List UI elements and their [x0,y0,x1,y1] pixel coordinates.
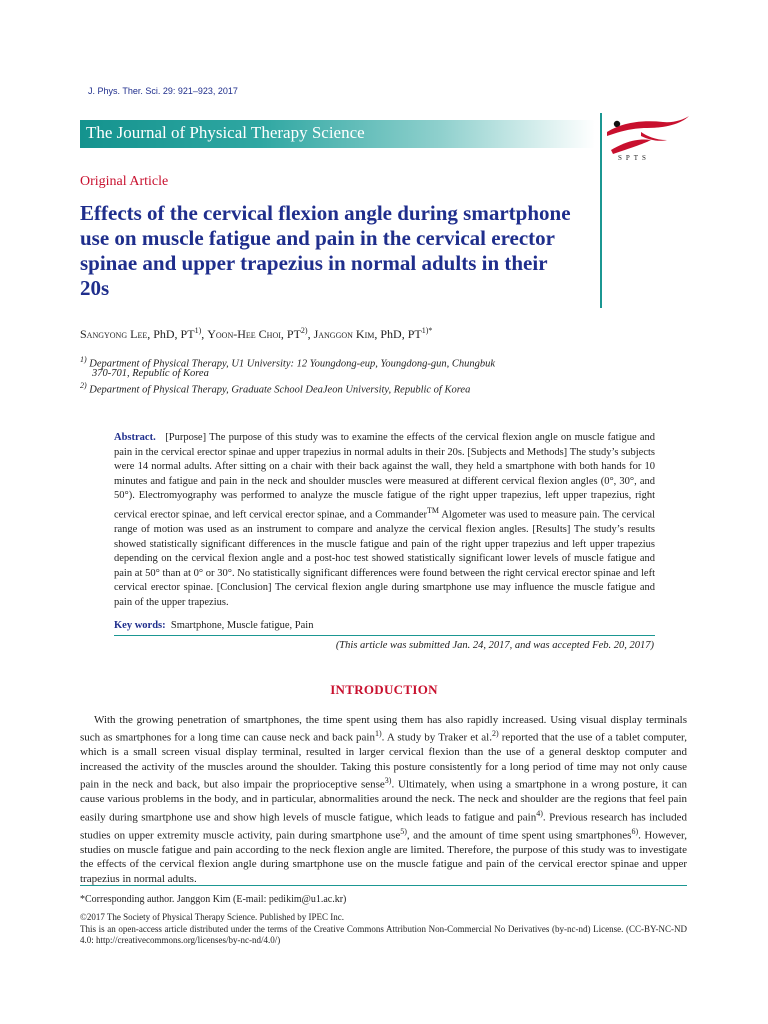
text-run: With the growing penetration of smartphones, the time spent using them has also rapidly increased. Using visual display terminals such as smartphones for a long time can cause neck and back pain [80,714,687,745]
journal-citation: J. Phys. Ther. Sci. 29: 921–923, 2017 [88,86,238,96]
affiliation-mark: 2) [80,381,87,390]
affiliation-mark: 1) [80,355,87,364]
trademark-mark: TM [427,505,440,515]
author-affiliation-mark: 2) [300,326,308,335]
affiliation-1-line2: 370-701, Republic of Korea [92,368,209,379]
license-text: This is an open-access article distributed under the terms of the Creative Commons Attribution Non-Commercial No Derivatives (by-nc-nd) License. (CC-BY-NC-ND 4.0: http://creativecommons.org/licenses/by-nc-nd/4.0/) [80,923,687,945]
abstract-label: Abstract. [114,432,156,443]
author-separator: , [201,327,208,341]
reference-mark: 6) [631,826,639,836]
section-heading: INTRODUCTION [330,682,438,697]
author-degrees: , PhD, PT [374,327,422,341]
author-name: Yoon-Hee Choi [207,327,281,341]
divider [114,635,655,636]
abstract-text-continued: Algometer was used to measure pain. The cervical range of motion was used as an instrument to compare and analyze the cervical flexion angles. [Results] The study’s results showed statistically significant differences in the muscle fatigue and pain of the right upper trapezius and left upper trapezius depending on the cervical flexion angle and a post-hoc test showed statistically significant lower levels of muscle fatigue and pain at 50° than at 0° or 30°. No statistically significant differences were found between the right cervical erector spinae and left cervical erector spinae. [Conclusion] The cervical flexion angle during smartphone use may influence the muscle fatigue and pain of the upper trapezius. [114,509,655,609]
footnote-divider [80,885,687,886]
keywords-label: Key words: [114,620,166,631]
corresponding-author: *Corresponding author. Janggon Kim (E-mail: pedikim@u1.ac.kr) [80,894,347,905]
logo-text: SPTS [618,154,650,162]
paper-title: Effects of the cervical flexion angle during smartphone use on muscle fatigue and pain in the cervical erector spinae and upper trapezius in normal adults in their 20s [80,201,571,300]
submission-dates: (This article was submitted Jan. 24, 2017, and was accepted Feb. 20, 2017) [335,640,654,651]
text-run: . Previous research has included studies on upper extremity muscle activity, pain during smartphone use [80,811,687,842]
article-type: Original Article [80,174,169,189]
keywords [114,620,313,631]
text-run: . A study by Traker et al. [381,732,492,745]
text-run: reported that the use of a tablet computer, which is a small screen visual display terminal, resulted in larger cervical flexion than the use of a general desktop computer and increased the activity of the muscles around the shoulder. Taking this posture consistently for a long period of time may not only cause pain in the neck and back, but also impair the proprioceptive sense [80,732,687,791]
affiliation-2 [80,381,470,396]
author-degrees: , PT [280,327,301,341]
author-separator: , [307,327,314,341]
copyright-line: ©2017 The Society of Physical Therapy Science. Published by IPEC Inc. [80,912,344,922]
keywords-text: Smartphone, Muscle fatigue, Pain [170,620,314,631]
license-footer [80,912,687,947]
text-run: , and the amount of time spent using smartphones [406,829,632,842]
reference-mark: 3) [384,776,392,786]
journal-title: The Journal of Physical Therapy Science [86,123,365,142]
header-divider [600,113,602,308]
reference-mark: 5) [400,826,407,836]
author-name: Janggon Kim [313,327,375,341]
reference-mark: 2) [491,729,499,739]
text-run: . Ultimately, when using a smartphone in a wrong posture, it can cause various problems in the body, and in particular, abnormalities around the neck. The neck and shoulder are the regions that feel pain easily during smartphone use and show high levels of muscle fatigue, which leads to fatigue and pain [80,778,687,824]
reference-mark: 4) [536,808,543,818]
reference-mark: 1) [375,729,382,739]
author-degrees: , PhD, PT [147,327,195,341]
author-name: Sangyong Lee [80,327,148,341]
abstract-text: [Purpose] The purpose of this study was to examine the effects of the cervical flexion angle on muscle fatigue and pain in the cervical erector spinae and upper trapezius in normal adults in their 20s. [Subjects and Methods] The study’s subjects were 14 normal adults. After sitting on a chair with their back against the wall, they held a smartphone with both hands for 10 minutes and fatigue and pain in the neck and shoulder muscles were measured at different cervical flexion angles (0°, 30°, and 50°). Electromyography was performed to analyze the muscle fatigue of the right upper trapezius, left upper trapezius, right cervical erector spinae, and left cervical erector spinae, and a Commander [114,432,656,521]
author-list [80,326,432,342]
author-affiliation-mark: 1) [194,326,202,335]
text-run: . However, studies on muscle fatigue and pain according to the neck flexion angle are limited. Therefore, the purpose of this study was to investigate the effects of the cervical flexion angle during smartphone use on the muscle fatigue and pain of the cervical erector spinae and upper trapezius in normal adults. [80,829,688,885]
introduction-paragraph [80,713,687,886]
abstract [114,431,655,611]
affiliation-text: Department of Physical Therapy, U1 University: 12 Youngdong-eup, Youngdong-gun, Chungbuk [86,358,496,370]
affiliation-text: Department of Physical Therapy, Graduate School DeaJeon University, Republic of Korea [86,384,471,396]
author-affiliation-mark: 1)* [421,326,433,335]
